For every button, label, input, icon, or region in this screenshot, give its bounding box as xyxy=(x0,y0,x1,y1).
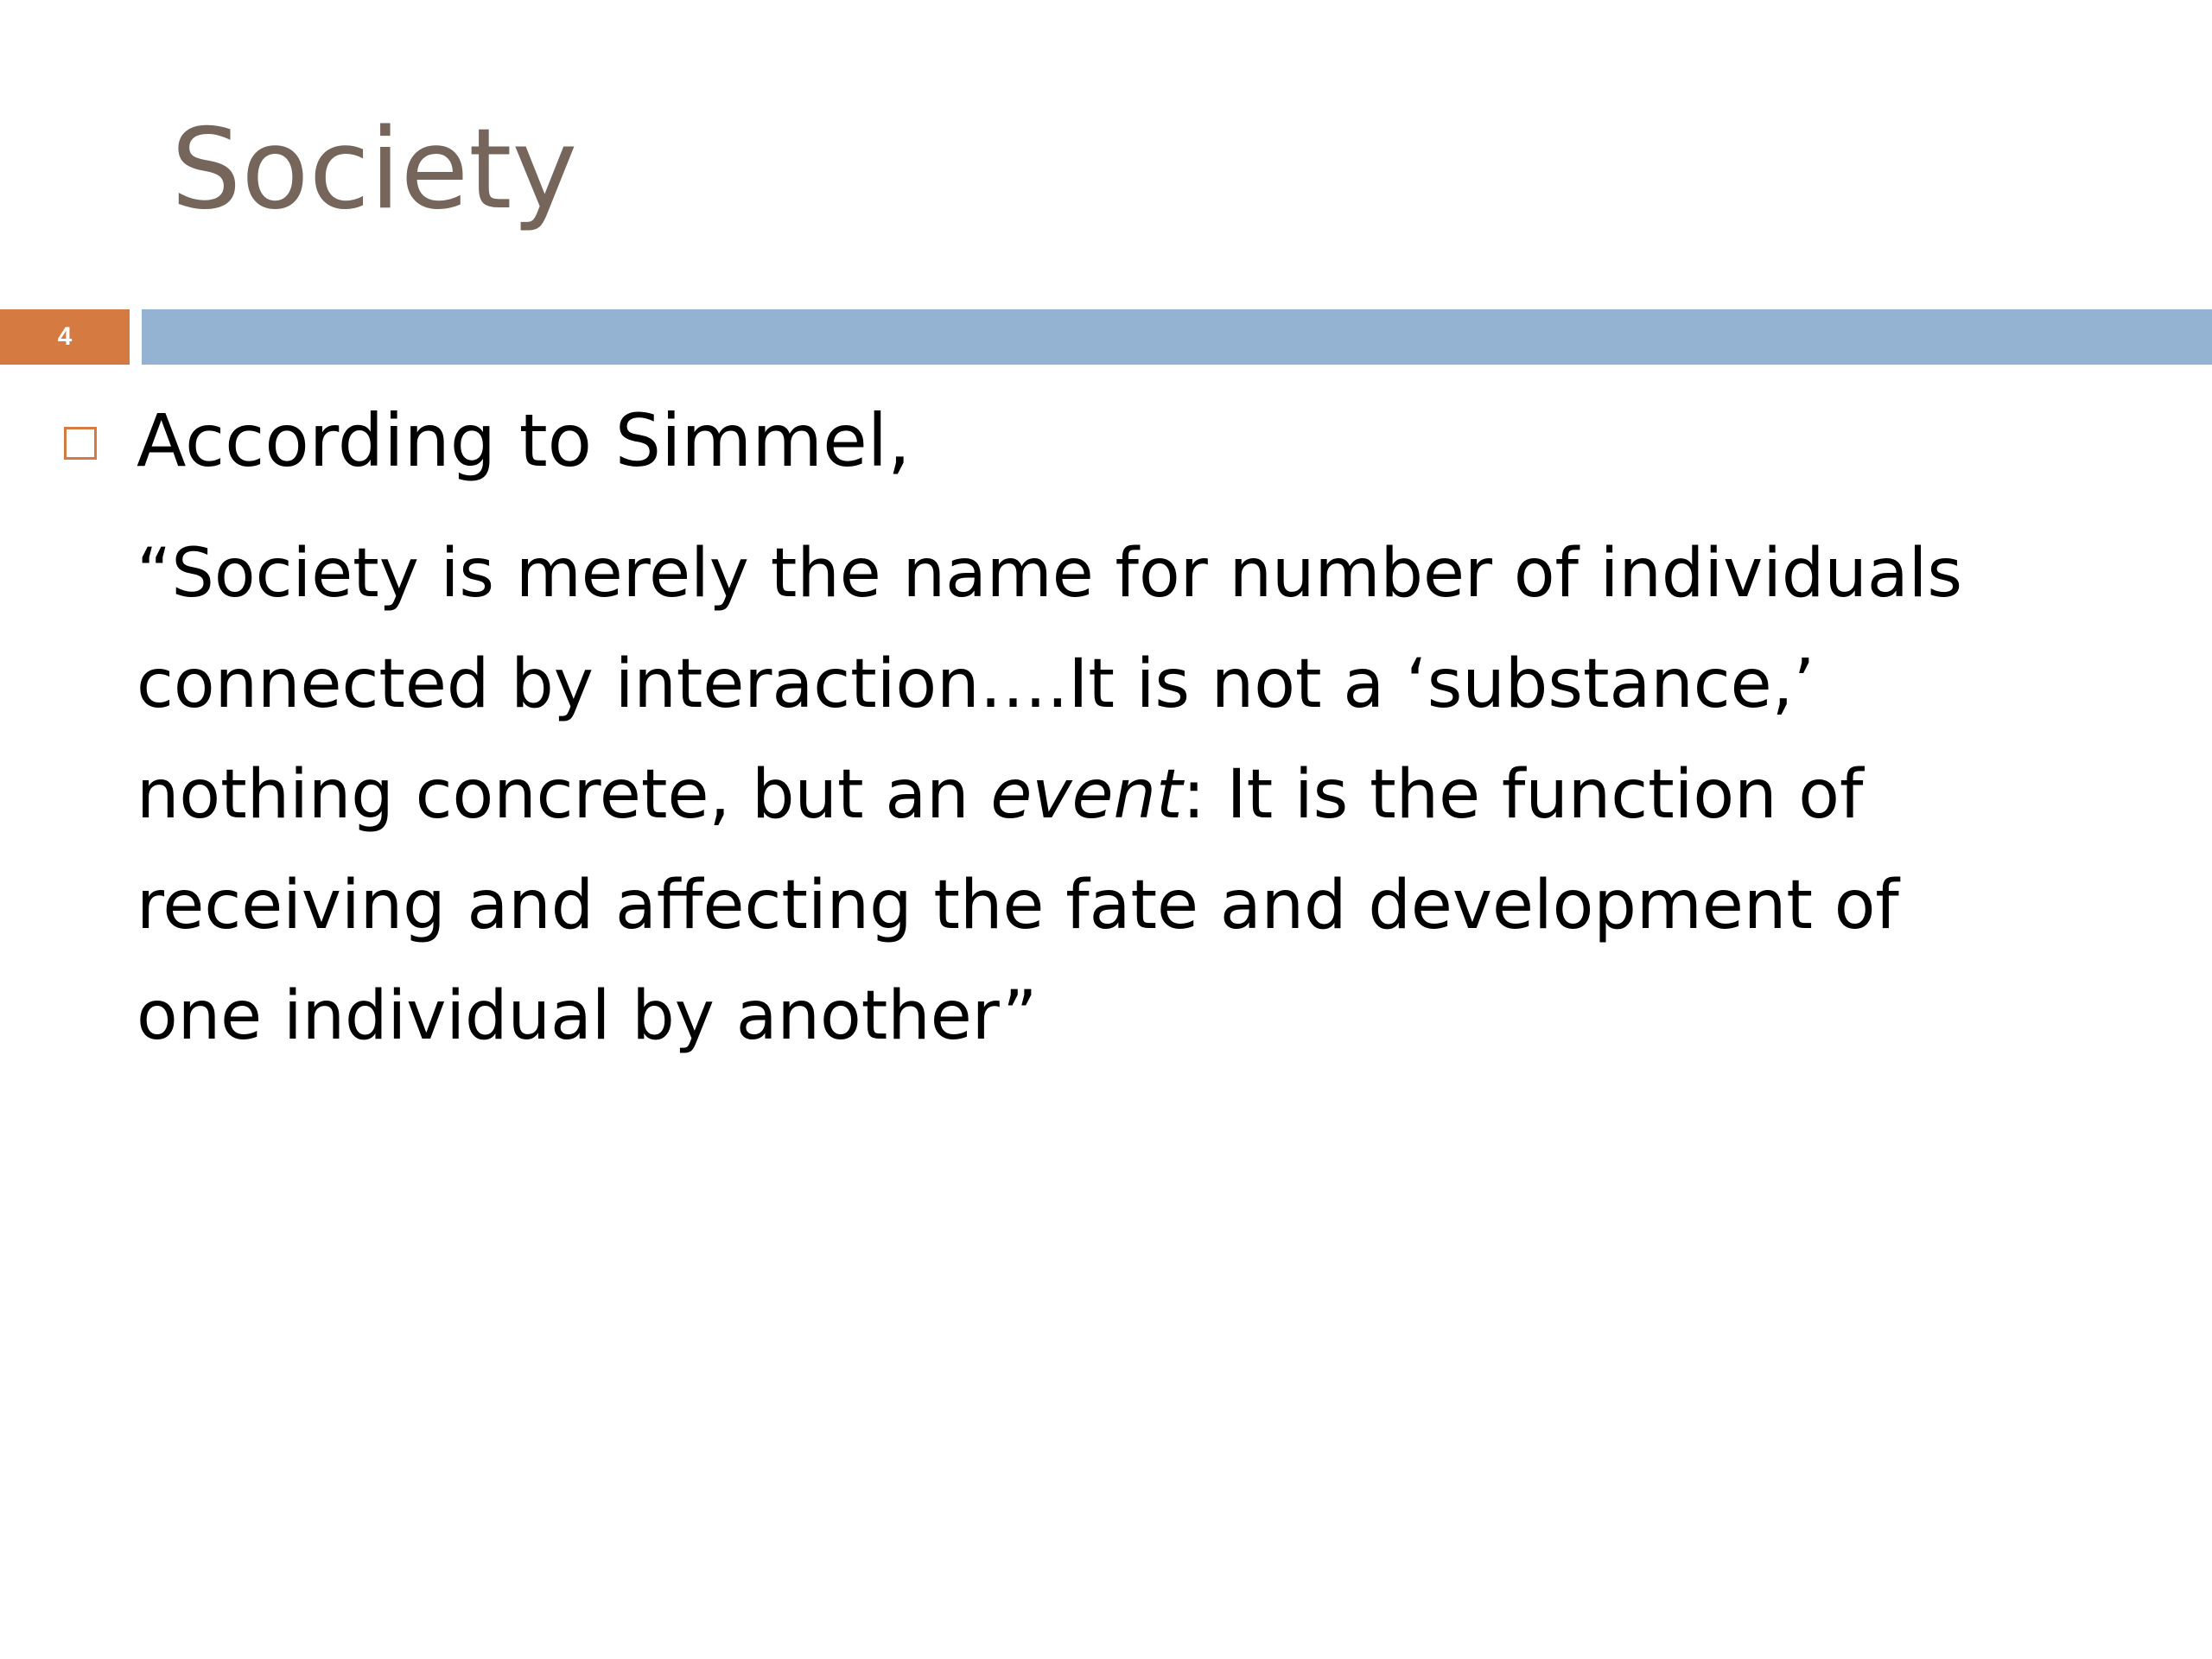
slide-number: 4 xyxy=(57,322,73,351)
quote-line: one individual by another” xyxy=(137,977,1038,1055)
quote-line xyxy=(137,740,2124,850)
simmel-quote xyxy=(137,518,2124,1071)
quote-line-text: nothing concrete, but an xyxy=(137,756,991,834)
slide-title: Society xyxy=(171,105,578,234)
bullet-item xyxy=(0,389,2212,493)
slide-number-badge xyxy=(0,309,130,365)
bullet-text: According to Simmel, xyxy=(137,398,911,483)
quote-line: connected by interaction….It is not a ‘substance,’ xyxy=(137,645,1815,723)
header-divider-bar xyxy=(142,309,2212,365)
quote-line: receiving and affecting the fate and development of xyxy=(137,867,1899,944)
quote-emphasis: event xyxy=(990,756,1183,834)
quote-line: “Society is merely the name for number of individuals xyxy=(137,535,1962,613)
quote-line-text: : It is the function of xyxy=(1182,756,1864,834)
square-bullet-icon xyxy=(64,427,97,460)
